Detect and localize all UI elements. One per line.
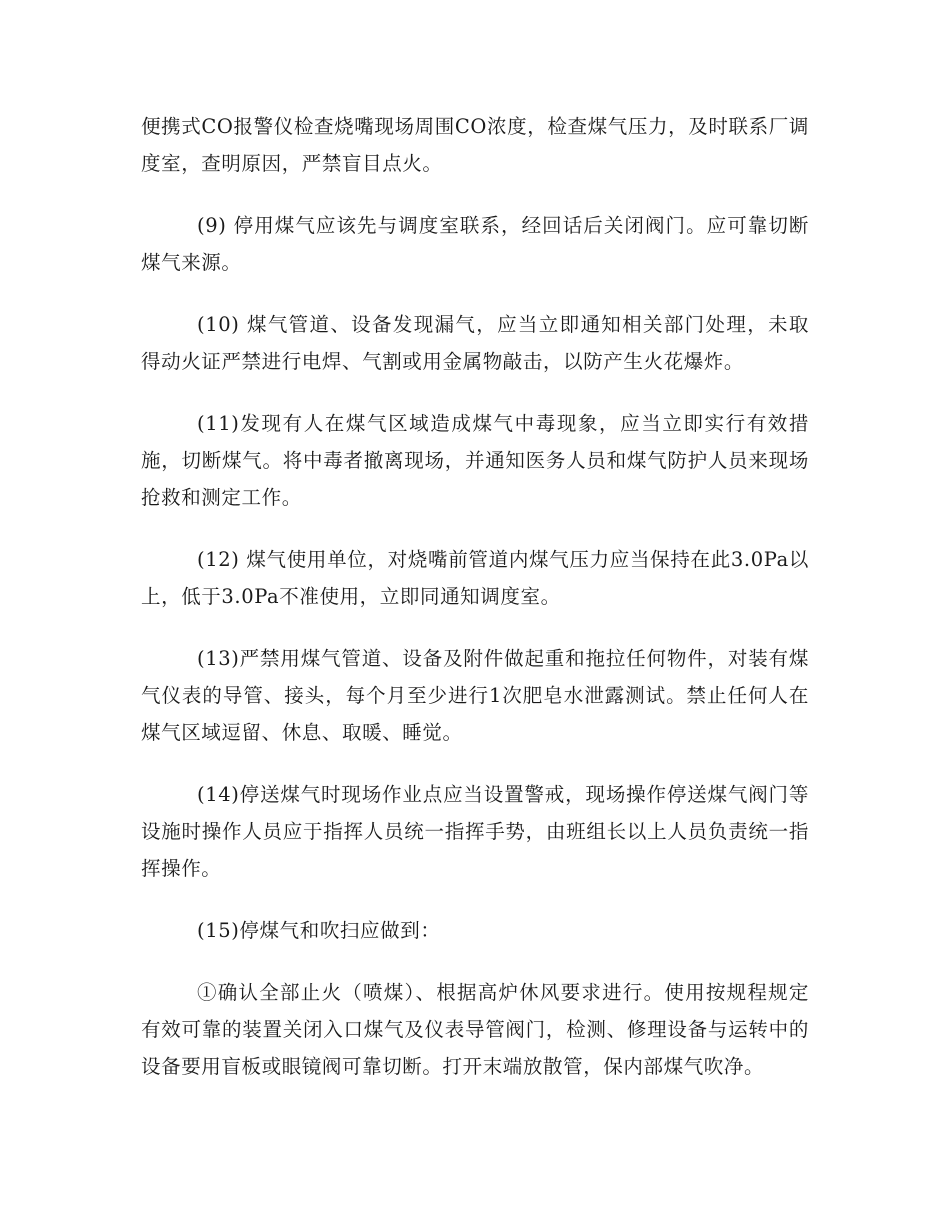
- paragraph-item-15: (15)停煤气和吹扫应做到：: [197, 919, 441, 942]
- paragraph-item-12: (12) 煤气使用单位，对烧嘴前管道内煤气压力应当保持在此3.0Pa以上，低于3.0Pa不准使用，立即同通知调度室。: [141, 548, 809, 608]
- paragraph-item-14: (14)停送煤气时现场作业点应当设置警戒，现场操作停送煤气阀门等设施时操作人员应于指挥人员统一指挥手势，由班组长以上人员负责统一指挥操作。: [141, 783, 809, 880]
- paragraph-item-13: (13)严禁用煤气管道、设备及附件做起重和拖拉任何物件，对装有煤气仪表的导管、接头，每个月至少进行1次肥皂水泄露测试。禁止任何人在煤气区域逗留、休息、取暖、睡觉。: [141, 647, 809, 744]
- paragraph-item-11: (11)发现有人在煤气区域造成煤气中毒现象，应当立即实行有效措施，切断煤气。将中毒者撤离现场，并通知医务人员和煤气防护人员来现场抢救和测定工作。: [141, 412, 809, 509]
- paragraph-continuation: 便携式CO报警仪检查烧嘴现场周围CO浓度，检查煤气压力，及时联系厂调度室，查明原因，严禁盲目点火。: [141, 115, 809, 175]
- paragraph-item-9: (9) 停用煤气应该先与调度室联系，经回话后关闭阀门。应可靠切断煤气来源。: [141, 214, 809, 274]
- paragraph-item-10: (10) 煤气管道、设备发现漏气，应当立即通知相关部门处理，未取得动火证严禁进行电焊、气割或用金属物敲击，以防产生火花爆炸。: [141, 313, 809, 373]
- paragraph-subitem-1: ①确认全部止火（喷煤）、根据高炉休风要求进行。使用按规程规定有效可靠的装置关闭入口煤气及仪表导管阀门，检测、修理设备与运转中的设备要用盲板或眼镜阀可靠切断。打开末端放散管，保内部煤气吹净。: [141, 981, 809, 1078]
